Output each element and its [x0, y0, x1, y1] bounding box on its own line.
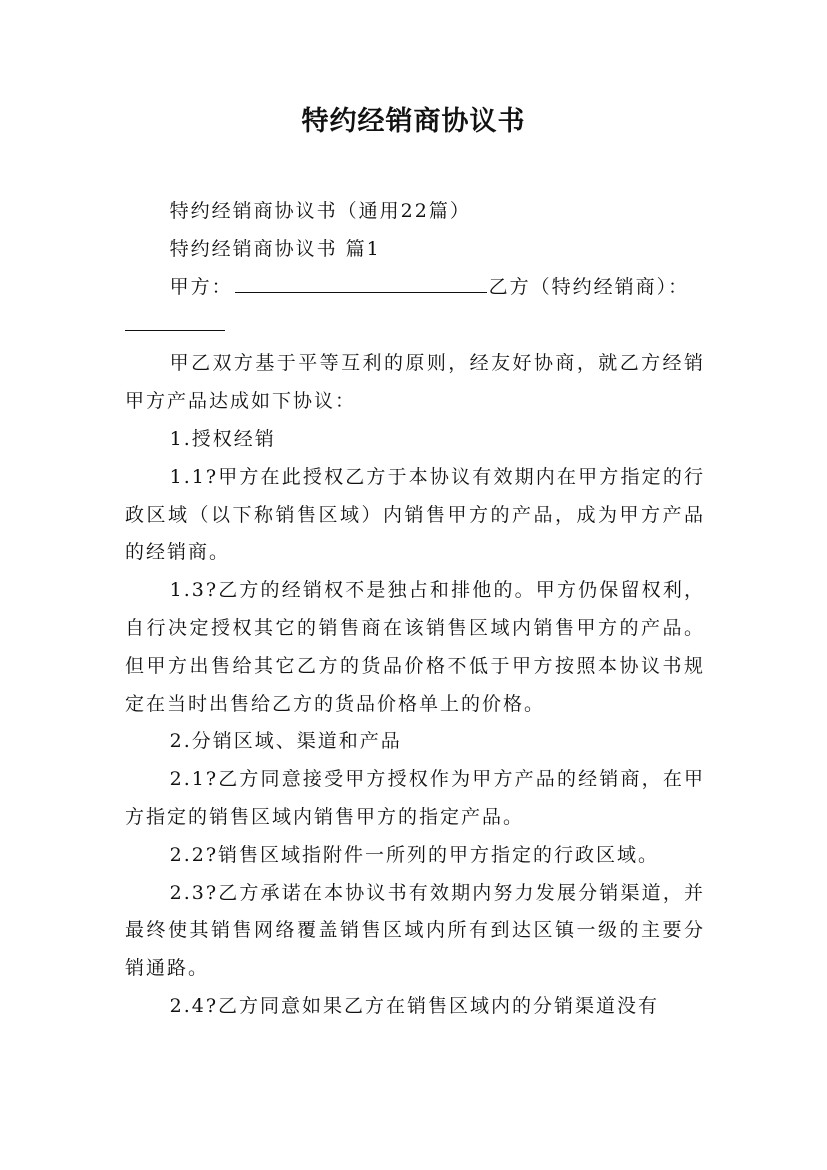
paragraph-clause-2: 2.分销区域、渠道和产品 — [169, 730, 402, 753]
paragraph-clause-2-1: 2.1?乙方同意接受甲方授权作为甲方产品的经销商，在甲方指定的销售区域内销售甲方的指定产品。 — [125, 768, 705, 828]
paragraph-section-heading: 特约经销商协议书 篇1 — [169, 237, 381, 260]
paragraph-clause-2-3: 2.3?乙方承诺在本协议书有效期内努力发展分销渠道，并最终使其销售网络覆盖销售区域内所有到达区镇一级的主要分销通路。 — [125, 881, 705, 980]
party-a-blank — [235, 291, 487, 293]
party-a-label: 甲方： — [169, 275, 233, 298]
party-b-label: 乙方（特约经销商）： — [488, 275, 690, 298]
paragraph-clause-2-2: 2.2?销售区域指附件一所列的甲方指定的行政区域。 — [169, 843, 660, 866]
paragraph-subtitle: 特约经销商协议书（通用22篇） — [169, 200, 471, 222]
paragraph-clause-1-3: 1.3?乙方的经销权不是独占和排他的。甲方仍保留权利，自行决定授权其它的销售商在该销售区域内销售甲方的产品。但甲方出售给其它乙方的货品价格不低于甲方按照本协议书规定在当时出售给乙方的货品价格单上的价格。 — [125, 579, 705, 715]
party-b-blank — [125, 306, 225, 331]
document-body — [125, 193, 705, 1026]
paragraph-clause-1: 1.授权经销 — [169, 427, 276, 450]
document-title: 特约经销商协议书 — [301, 106, 526, 137]
party-line — [125, 269, 705, 307]
paragraph-clause-1-1: 1.1?甲方在此授权乙方于本协议有效期内在甲方指定的行政区域（以下称销售区域）内销售甲方的产品，成为甲方产品的经销商。 — [125, 465, 705, 564]
paragraph-clause-2-4: 2.4?乙方同意如果乙方在销售区域内的分销渠道没有 — [169, 994, 660, 1017]
paragraph-intro: 甲乙双方基于平等互利的原则，经友好协商，就乙方经销甲方产品达成如下协议： — [125, 352, 705, 413]
